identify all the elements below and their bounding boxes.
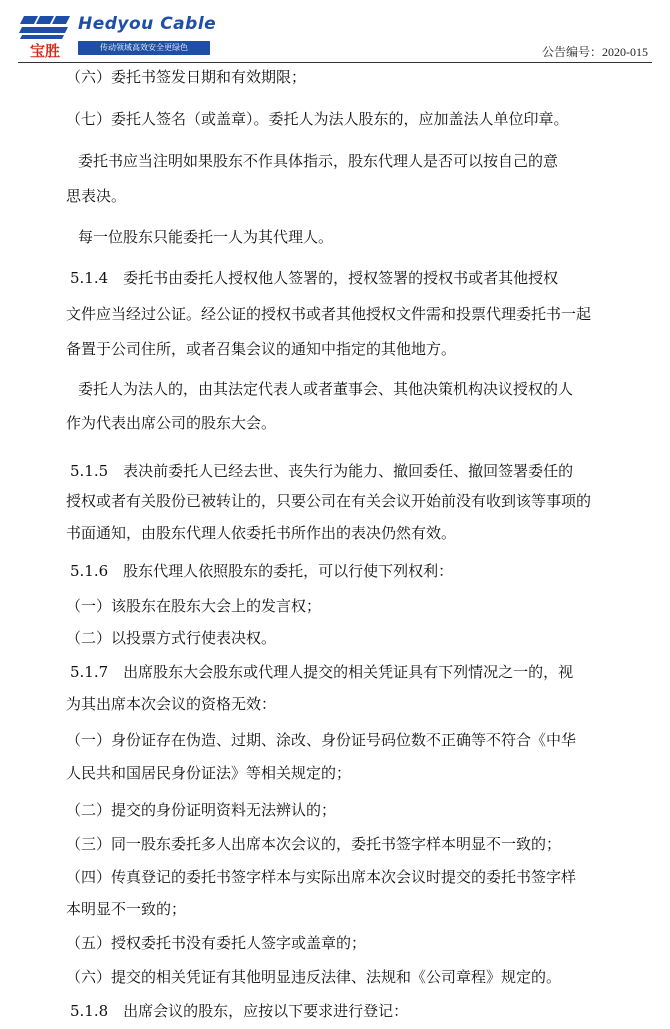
clause-line: （三）同一股东委托多人出席本次会议的，委托书签字样本明显不一致的；: [66, 835, 562, 853]
paragraph-line: 委托人为法人的，由其法定代表人或者董事会、其他决策机构决议授权的人: [78, 380, 574, 398]
section-line: 文件应当经过公证。经公证的授权书或者其他授权文件需和投票代理委托书一起: [66, 305, 592, 323]
brand-slogan: 传动领域高效安全更绿色: [78, 41, 210, 55]
section-line: 5.1.6 股东代理人依照股东的委托，可以行使下列权利：: [70, 562, 454, 580]
clause-line: （四）传真登记的委托书签字样本与实际出席本次会议时提交的委托书签字样: [66, 868, 577, 886]
section-line: 5.1.7 出席股东大会股东或代理人提交的相关凭证具有下列情况之一的，视: [70, 663, 574, 681]
section-line: 书面通知，由股东代理人依委托书所作出的表决仍然有效。: [66, 524, 457, 542]
clause-line: 本明显不一致的；: [66, 900, 187, 918]
clause-line: 人民共和国居民身份证法》等相关规定的；: [66, 764, 352, 782]
clause-line: （二）以投票方式行使表决权。: [66, 629, 277, 647]
clause-line: （六）委托书签发日期和有效期限；: [66, 68, 307, 86]
section-line: 5.1.4 委托书由委托人授权他人签署的，授权签署的授权书或者其他授权: [70, 269, 559, 287]
clause-line: （二）提交的身份证明资料无法辨认的；: [66, 801, 337, 819]
clause-line: （五）授权委托书没有委托人签字或盖章的；: [66, 934, 367, 952]
clause-line: （六）提交的相关凭证有其他明显违反法律、法规和《公司章程》规定的。: [66, 968, 562, 986]
section-line: 授权或者有关股份已被转让的，只要公司在有关会议开始前没有收到该等事项的: [66, 492, 592, 510]
clause-line: （一）该股东在股东大会上的发言权；: [66, 597, 322, 615]
paragraph-line: 作为代表出席公司的股东大会。: [66, 414, 277, 432]
section-line: 5.1.5 表决前委托人已经去世、丧失行为能力、撤回委任、撤回签署委任的: [70, 462, 574, 480]
brand-cn: 宝胜: [29, 42, 61, 60]
section-line: 备置于公司住所，或者召集会议的通知中指定的其他地方。: [66, 340, 457, 358]
brand-name: Hedyou Cable: [78, 14, 217, 34]
section-line: 5.1.8 出席会议的股东，应按以下要求进行登记：: [70, 1002, 409, 1020]
section-line: 为其出席本次会议的资格无效：: [66, 695, 277, 713]
paragraph-line: 每一位股东只能委托一人为其代理人。: [78, 228, 334, 246]
announcement-number: 公告编号：2020-015: [542, 45, 648, 59]
paragraph-line: 思表决。: [66, 187, 127, 205]
paragraph-line: 委托书应当注明如果股东不作具体指示，股东代理人是否可以按自己的意: [78, 152, 559, 170]
clause-line: （七）委托人签名（或盖章）。委托人为法人股东的，应加盖法人单位印章。: [66, 110, 569, 128]
clause-line: （一）身份证存在伪造、过期、涂改、身份证号码位数不正确等不符合《中华: [66, 731, 577, 749]
